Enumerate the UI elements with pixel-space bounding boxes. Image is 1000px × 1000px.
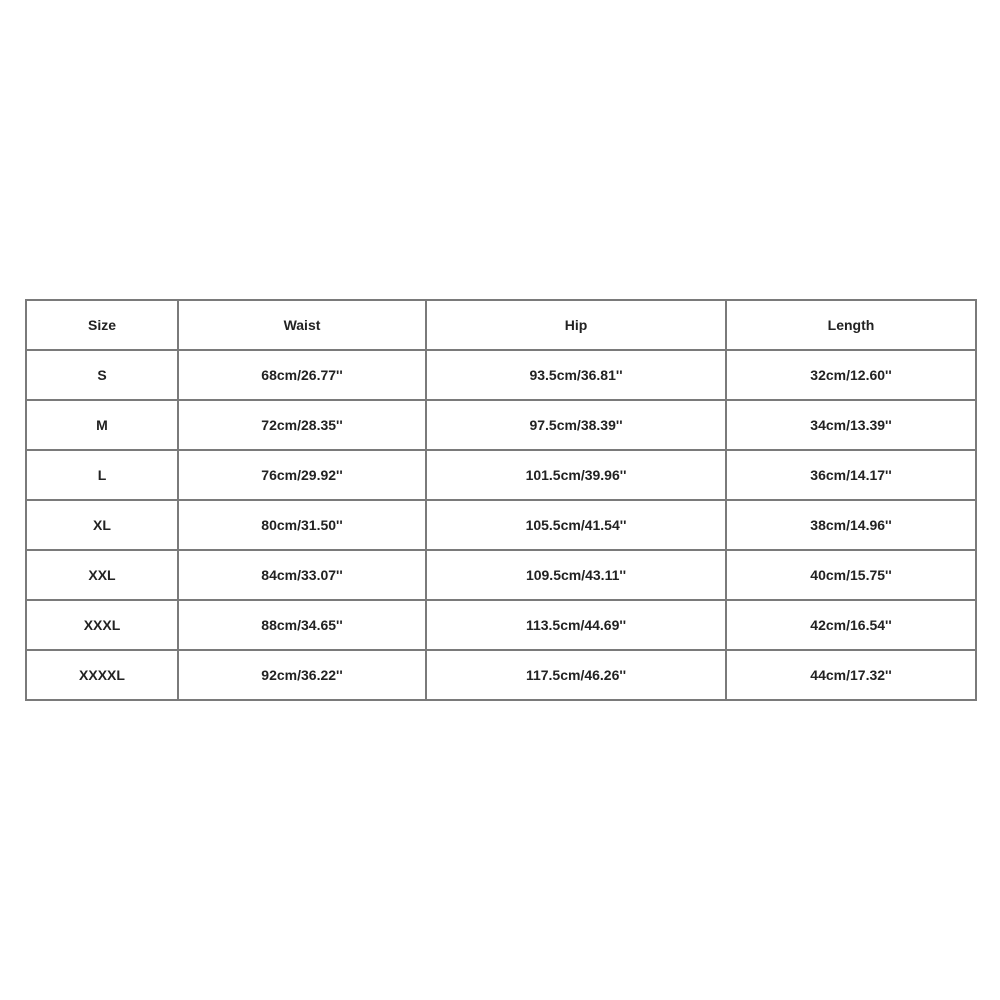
cell-waist: 92cm/36.22'' [178,650,426,700]
table-row [26,450,976,500]
cell-waist: 72cm/28.35'' [178,400,426,450]
cell-hip: 93.5cm/36.81'' [426,350,726,400]
cell-hip: 105.5cm/41.54'' [426,500,726,550]
cell-hip: 117.5cm/46.26'' [426,650,726,700]
cell-length: 36cm/14.17'' [726,450,976,500]
cell-length: 40cm/15.75'' [726,550,976,600]
table-row [26,350,976,400]
cell-hip: 101.5cm/39.96'' [426,450,726,500]
cell-size: L [26,450,178,500]
cell-waist: 84cm/33.07'' [178,550,426,600]
header-waist: Waist [178,300,426,350]
cell-length: 32cm/12.60'' [726,350,976,400]
cell-size: S [26,350,178,400]
cell-length: 38cm/14.96'' [726,500,976,550]
table-row [26,600,976,650]
cell-waist: 80cm/31.50'' [178,500,426,550]
cell-hip: 113.5cm/44.69'' [426,600,726,650]
cell-length: 34cm/13.39'' [726,400,976,450]
header-length: Length [726,300,976,350]
table-header [26,300,976,350]
cell-size: XL [26,500,178,550]
cell-hip: 97.5cm/38.39'' [426,400,726,450]
header-size: Size [26,300,178,350]
header-row [26,300,976,350]
cell-waist: 76cm/29.92'' [178,450,426,500]
table-row [26,400,976,450]
cell-hip: 109.5cm/43.11'' [426,550,726,600]
cell-waist: 68cm/26.77'' [178,350,426,400]
header-hip: Hip [426,300,726,350]
table-row [26,550,976,600]
cell-size: XXXXL [26,650,178,700]
cell-length: 44cm/17.32'' [726,650,976,700]
cell-waist: 88cm/34.65'' [178,600,426,650]
table-row [26,500,976,550]
table-row [26,650,976,700]
size-chart-table [25,299,977,701]
cell-length: 42cm/16.54'' [726,600,976,650]
cell-size: M [26,400,178,450]
table-body [26,350,976,700]
cell-size: XXL [26,550,178,600]
cell-size: XXXL [26,600,178,650]
